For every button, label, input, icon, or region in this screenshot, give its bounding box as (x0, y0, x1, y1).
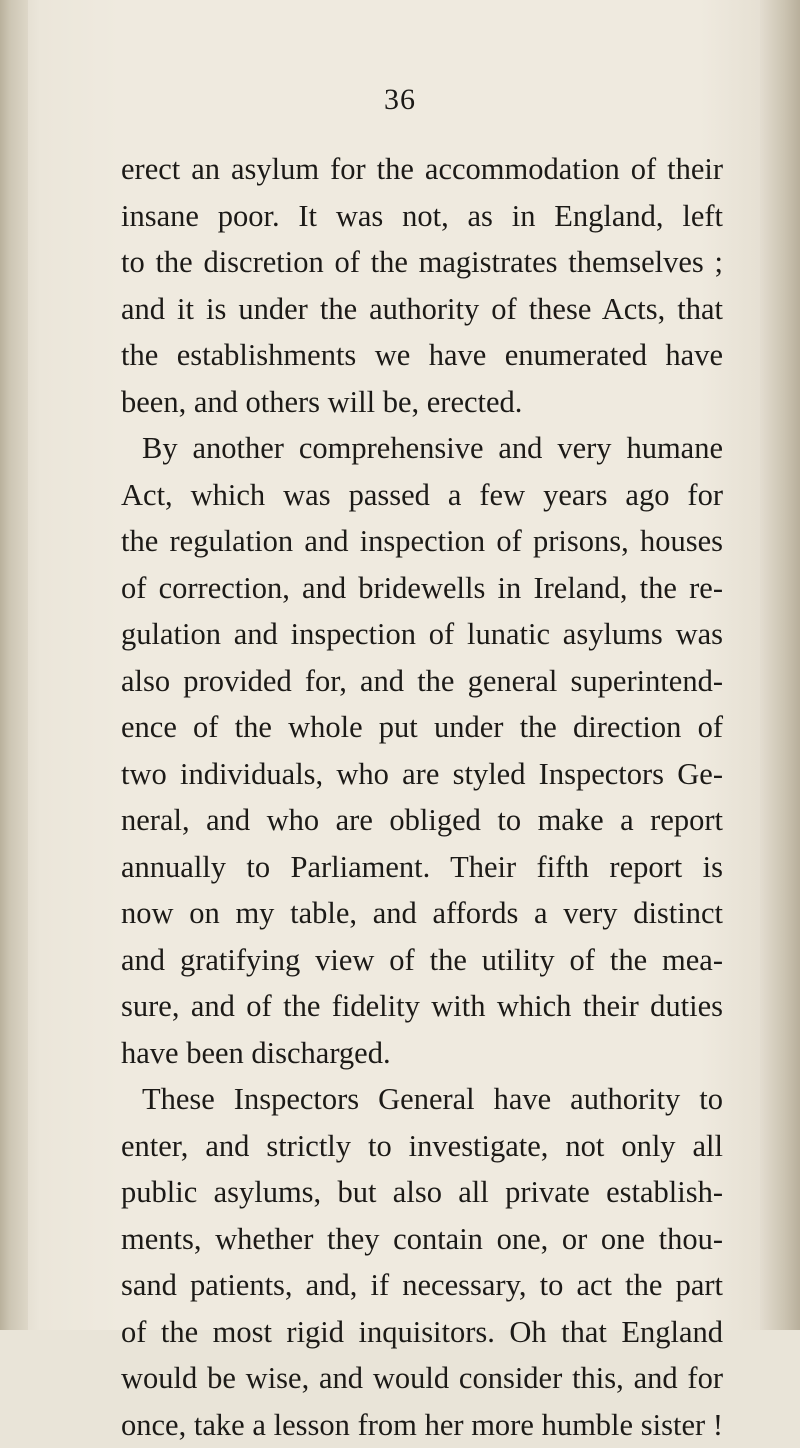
text-line: annually to Parliament. Their fifth report is (121, 844, 723, 891)
text-line: enter, and strictly to investigate, not only all (121, 1123, 723, 1170)
page-binding-shadow (0, 0, 28, 1330)
text-line: the regulation and inspection of prisons, houses (121, 518, 723, 565)
text-line: would be wise, and would consider this, and for (121, 1355, 723, 1402)
text-line: These Inspectors General have authority to (121, 1076, 723, 1123)
page-edge-shadow (760, 0, 800, 1330)
text-line: been, and others will be, erected. (121, 379, 723, 426)
text-line: now on my table, and affords a very distinct (121, 890, 723, 937)
text-line: of the most rigid inquisitors. Oh that England (121, 1309, 723, 1356)
text-line: and it is under the authority of these Acts, that (121, 286, 723, 333)
text-line: public asylums, but also all private establish- (121, 1169, 723, 1216)
text-line: sure, and of the fidelity with which their duties (121, 983, 723, 1030)
body-text (121, 146, 723, 1448)
text-line: the establishments we have enumerated have (121, 332, 723, 379)
text-line: two individuals, who are styled Inspectors Ge- (121, 751, 723, 798)
text-line: gulation and inspection of lunatic asylums was (121, 611, 723, 658)
text-line: once, take a lesson from her more humble sister ! (121, 1402, 723, 1448)
text-line: neral, and who are obliged to make a report (121, 797, 723, 844)
text-line: insane poor. It was not, as in England, left (121, 193, 723, 240)
text-line: to the discretion of the magistrates themselves ; (121, 239, 723, 286)
text-line: sand patients, and, if necessary, to act the part (121, 1262, 723, 1309)
text-line: of correction, and bridewells in Ireland, the re- (121, 565, 723, 612)
text-line: also provided for, and the general superintend- (121, 658, 723, 705)
text-line: By another comprehensive and very humane (121, 425, 723, 472)
text-line: erect an asylum for the accommodation of their (121, 146, 723, 193)
text-line: and gratifying view of the utility of the mea- (121, 937, 723, 984)
text-line: ence of the whole put under the direction of (121, 704, 723, 751)
page-number: 36 (0, 82, 800, 118)
text-line: ments, whether they contain one, or one thou- (121, 1216, 723, 1263)
text-line: Act, which was passed a few years ago for (121, 472, 723, 519)
text-line: have been discharged. (121, 1030, 723, 1077)
